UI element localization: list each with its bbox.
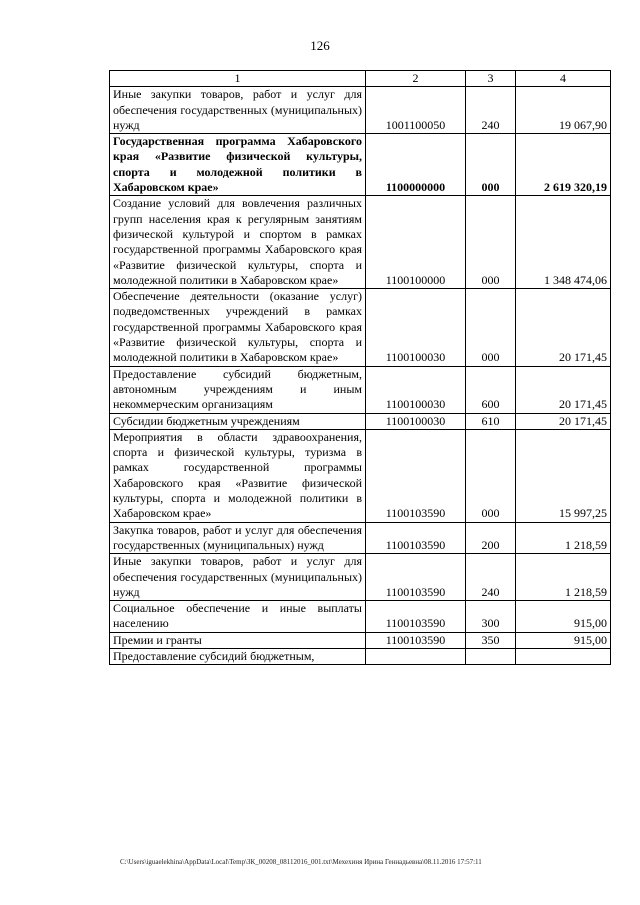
row-amount: 15 997,25 [516, 429, 611, 522]
row-type: 300 [466, 601, 516, 633]
table-row [110, 522, 611, 554]
row-type: 240 [466, 87, 516, 134]
row-amount: 20 171,45 [516, 366, 611, 413]
row-amount: 20 171,45 [516, 289, 611, 366]
row-name: Мероприятия в области здравоохранения, спорта и физической культуры, туризма в рамках государственной программы Хабаровского края «Развитие физической культуры, спорта и молодежной политики в Хабаровском крае» [110, 429, 366, 522]
table-row [110, 429, 611, 522]
header-row [110, 71, 611, 87]
row-type: 600 [466, 366, 516, 413]
row-type: 350 [466, 632, 516, 648]
column-header-2: 2 [366, 71, 466, 87]
row-code [366, 648, 466, 664]
row-name: Обеспечение деятельности (оказание услуг) подведомственных учреждений в рамках государственной программы Хабаровского края «Развитие физической культуры, спорта и молодежной политики в Хабаровском крае» [110, 289, 366, 366]
table-row [110, 648, 611, 664]
row-type: 000 [466, 196, 516, 289]
table-row [110, 366, 611, 413]
row-code: 1100103590 [366, 632, 466, 648]
row-code: 1100103590 [366, 601, 466, 633]
row-name: Субсидии бюджетным учреждениям [110, 413, 366, 429]
row-code: 1100103590 [366, 522, 466, 554]
table-row [110, 87, 611, 134]
row-type: 610 [466, 413, 516, 429]
row-code: 1100100030 [366, 413, 466, 429]
row-amount: 915,00 [516, 632, 611, 648]
row-name: Иные закупки товаров, работ и услуг для обеспечения государственных (муниципальных) нужд [110, 87, 366, 134]
table-row [110, 289, 611, 366]
row-name: Предоставление субсидий бюджетным, [110, 648, 366, 664]
table-row [110, 554, 611, 601]
page-number: 126 [310, 38, 330, 53]
row-name: Предоставление субсидий бюджетным, автономным учреждениям и иным некоммерческим организациям [110, 366, 366, 413]
row-name: Премии и гранты [110, 632, 366, 648]
row-amount: 1 218,59 [516, 522, 611, 554]
table-row [110, 196, 611, 289]
column-header-4: 4 [516, 71, 611, 87]
row-type [466, 648, 516, 664]
table-row [110, 413, 611, 429]
row-name: Государственная программа Хабаровского края «Развитие физической культуры, спорта и молодежной политики в Хабаровском крае» [110, 134, 366, 196]
row-amount [516, 648, 611, 664]
row-amount: 19 067,90 [516, 87, 611, 134]
row-code: 1100103590 [366, 554, 466, 601]
row-name: Социальное обеспечение и иные выплаты населению [110, 601, 366, 633]
budget-table [109, 70, 611, 665]
row-code: 1100100030 [366, 366, 466, 413]
row-type: 000 [466, 134, 516, 196]
row-name: Создание условий для вовлечения различных групп населения края к регулярным занятиям физической культурой и спортом в рамках государственной программы Хабаровского края «Развитие физической культуры, спорта и молодежной политики в Хабаровском крае» [110, 196, 366, 289]
row-code: 1100100030 [366, 289, 466, 366]
row-amount: 2 619 320,19 [516, 134, 611, 196]
row-amount: 1 218,59 [516, 554, 611, 601]
row-amount: 1 348 474,06 [516, 196, 611, 289]
column-header-3: 3 [466, 71, 516, 87]
row-name: Закупка товаров, работ и услуг для обеспечения государственных (муниципальных) нужд [110, 522, 366, 554]
table-row [110, 601, 611, 633]
file-path-footer: C:\Users\iguaelekhina\AppData\Local\Temp\ЗК_00208_08112016_001.txt\Мехеxиня Ирина Геннадьевна\08.11.2016 17:57:11 [120, 858, 482, 866]
row-type: 000 [466, 429, 516, 522]
row-type: 000 [466, 289, 516, 366]
row-code: 1100103590 [366, 429, 466, 522]
row-type: 200 [466, 522, 516, 554]
row-amount: 20 171,45 [516, 413, 611, 429]
row-name: Иные закупки товаров, работ и услуг для обеспечения государственных (муниципальных) нужд [110, 554, 366, 601]
row-code: 1100000000 [366, 134, 466, 196]
row-type: 240 [466, 554, 516, 601]
table-row [110, 632, 611, 648]
table-row [110, 134, 611, 196]
column-header-1: 1 [110, 71, 366, 87]
row-code: 1100100000 [366, 196, 466, 289]
row-amount: 915,00 [516, 601, 611, 633]
row-code: 1001100050 [366, 87, 466, 134]
